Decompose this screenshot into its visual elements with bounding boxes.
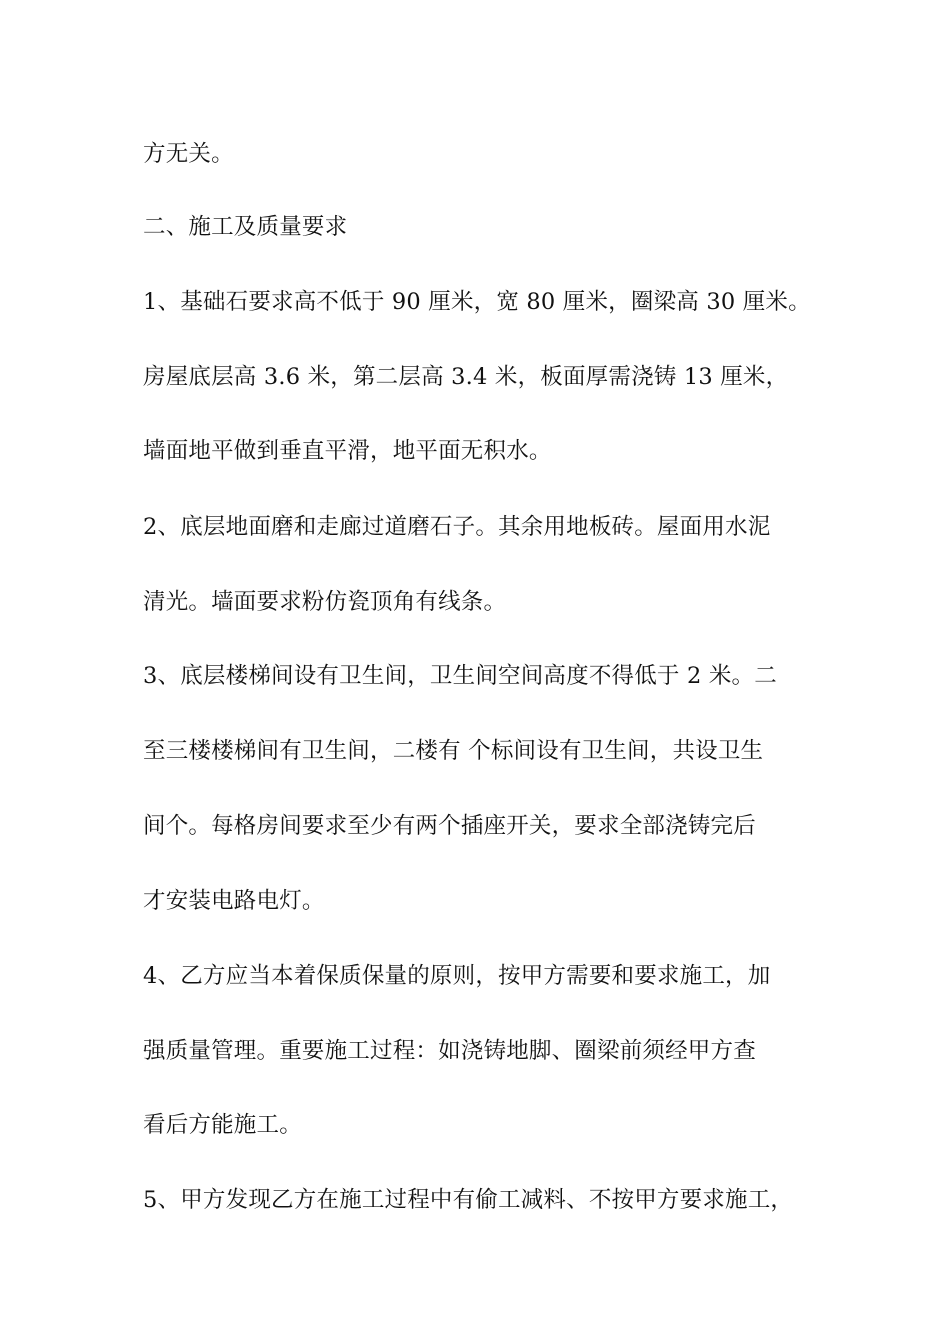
text-line: 4、乙方应当本着保质保量的原则，按甲方需要和要求施工，加	[143, 963, 771, 989]
text-line: 房屋底层高 3.6 米，第二层高 3.4 米，板面厚需浇铸 13 厘米，	[143, 364, 789, 390]
text-line: 方无关。	[143, 141, 234, 167]
section-heading: 二、施工及质量要求	[143, 214, 348, 240]
text-line: 强质量管理。重要施工过程：如浇铸地脚、圈梁前须经甲方查	[143, 1038, 756, 1064]
text-line: 间个。每格房间要求至少有两个插座开关，要求全部浇铸完后	[143, 813, 756, 839]
text-line: 才安装电路电灯。	[143, 888, 325, 914]
text-line: 看后方能施工。	[143, 1112, 302, 1138]
text-line: 2、底层地面磨和走廊过道磨石子。其余用地板砖。屋面用水泥	[143, 514, 771, 540]
text-line: 墙面地平做到垂直平滑，地平面无积水。	[143, 438, 552, 464]
text-line: 5、甲方发现乙方在施工过程中有偷工减料、不按甲方要求施工，	[143, 1187, 794, 1213]
text-line: 1、基础石要求高不低于 90 厘米，宽 80 厘米，圈梁高 30 厘米。	[143, 289, 811, 315]
text-line: 至三楼楼梯间有卫生间，二楼有 个标间设有卫生间，共设卫生	[143, 738, 764, 764]
text-line: 3、底层楼梯间设有卫生间，卫生间空间高度不得低于 2 米。二	[143, 663, 777, 689]
text-line: 清光。墙面要求粉仿瓷顶角有线条。	[143, 589, 507, 615]
